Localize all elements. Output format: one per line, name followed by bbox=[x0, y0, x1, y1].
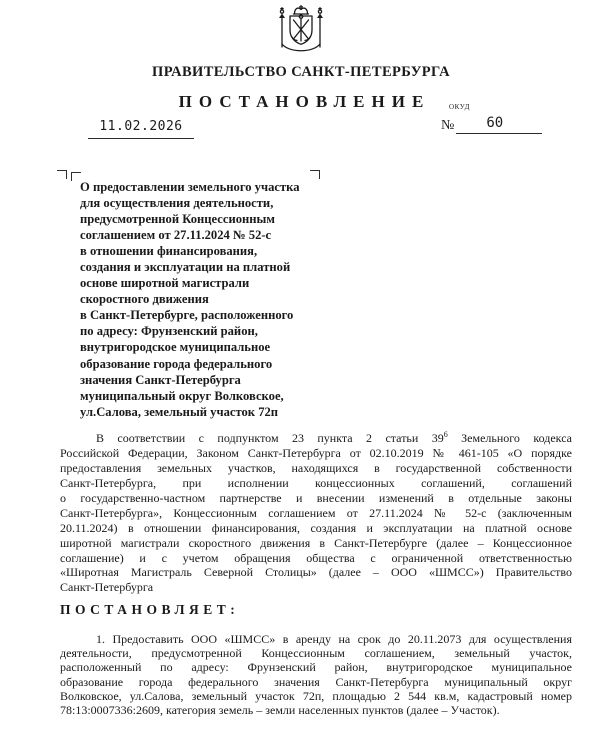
item-line: Волковское, ул.Салова, земельный участок 72п, площадью 2 544 кв.м, кадастровый номер bbox=[60, 688, 572, 703]
title-line: скоростного движения bbox=[80, 292, 209, 307]
item-line: 1. Предоставить ООО «ШМСС» в аренду на срок до 20.11.2073 для осуществления bbox=[96, 632, 572, 646]
saint-petersburg-coat-of-arms-icon bbox=[271, 3, 331, 62]
organization-name: ПРАВИТЕЛЬСТВО САНКТ-ПЕТЕРБУРГА bbox=[152, 64, 450, 80]
title-line: внутригородское муниципальное bbox=[80, 340, 271, 355]
title-line: образование города федерального bbox=[80, 356, 273, 371]
item-line: образование города федерального значения Санкт-Петербурга муниципальный округ bbox=[60, 674, 572, 689]
resolution-heading: ПОСТАНОВЛЯЕТ: bbox=[60, 602, 240, 617]
item-line: деятельности, предусмотренной Концессионным соглашением, земельный участок, bbox=[60, 646, 572, 661]
superscript: 6 bbox=[443, 431, 448, 439]
title-line: основе широтной магистрали bbox=[80, 276, 250, 291]
preamble-line: Санкт-Петербурга», Концессионным соглашением от 27.11.2024 № 52-с (заключенным bbox=[60, 505, 572, 520]
preamble-line: о государственно-частном партнерстве и внесении изменений в отдельные законы bbox=[60, 490, 572, 505]
title-line: по адресу: Фрунзенский район, bbox=[80, 324, 258, 339]
title-line: для осуществления деятельности, bbox=[80, 196, 274, 211]
preamble-line: Санкт-Петербурга bbox=[60, 580, 154, 595]
title-line: соглашением от 27.11.2024 № 52-с bbox=[80, 228, 272, 243]
title-line: в Санкт-Петербурге, расположенного bbox=[80, 308, 294, 323]
item-line: расположенный по адресу: Фрунзенский район, внутригородское муниципальное bbox=[60, 660, 572, 675]
preamble-line: «Широтная Магистраль Северной Столицы» (далее – ООО «ШМСС») Правительство bbox=[60, 565, 572, 580]
document-number-field bbox=[441, 116, 542, 134]
preamble-line bbox=[60, 431, 572, 446]
corner-mark bbox=[57, 170, 67, 179]
preamble-line: широтной магистрали скоростного движения в Санкт-Петербурге (далее – Концессионное bbox=[60, 535, 572, 550]
document-title bbox=[80, 179, 350, 420]
preamble-line: Российской Федерации, Законом Санкт-Петербурга от 02.10.2019 № 461-105 «О порядке bbox=[60, 445, 572, 460]
preamble-text: В соответствии с подпунктом 23 пункта 2 статьи 39 bbox=[96, 431, 444, 445]
preamble-paragraph bbox=[60, 431, 572, 595]
document-type-heading: ПОСТАНОВЛЕНИЕ bbox=[178, 92, 431, 111]
preamble-line: 20.11.2024) в отношении финансирования, создания и эксплуатации на платной основе bbox=[60, 520, 572, 535]
title-line: в отношении финансирования, bbox=[80, 244, 258, 259]
document-date: 11.02.2026 bbox=[88, 119, 194, 139]
title-line: предусмотренной Концессионным bbox=[80, 212, 275, 227]
preamble-line: предоставления земельных участков, находящихся в государственной собственности bbox=[60, 460, 572, 475]
preamble-line: соглашение) и с учетом обращения общества с ограниченной ответственностью bbox=[60, 550, 572, 565]
title-line: создания и эксплуатации на платной bbox=[80, 260, 291, 275]
preamble-text: Земельного кодекса bbox=[447, 431, 572, 445]
title-line: ул.Салова, земельный участок 72п bbox=[80, 404, 279, 419]
document-number: 60 bbox=[456, 116, 542, 134]
preamble-line: Санкт-Петербурга, при исполнении концессионных соглашений, соглашений bbox=[60, 475, 572, 490]
title-line: значения Санкт-Петербурга bbox=[80, 372, 241, 387]
title-line: муниципальный округ Волковское, bbox=[80, 388, 284, 403]
item-line: 78:13:0007336:2609, категория земель – земли населенных пунктов (далее – Участок). bbox=[60, 702, 500, 717]
resolution-item-1 bbox=[60, 632, 572, 717]
title-line: О предоставлении земельного участка bbox=[80, 180, 300, 194]
corner-mark bbox=[310, 170, 320, 179]
number-sign: № bbox=[441, 117, 455, 133]
okud-label: ОКУД bbox=[449, 103, 471, 111]
